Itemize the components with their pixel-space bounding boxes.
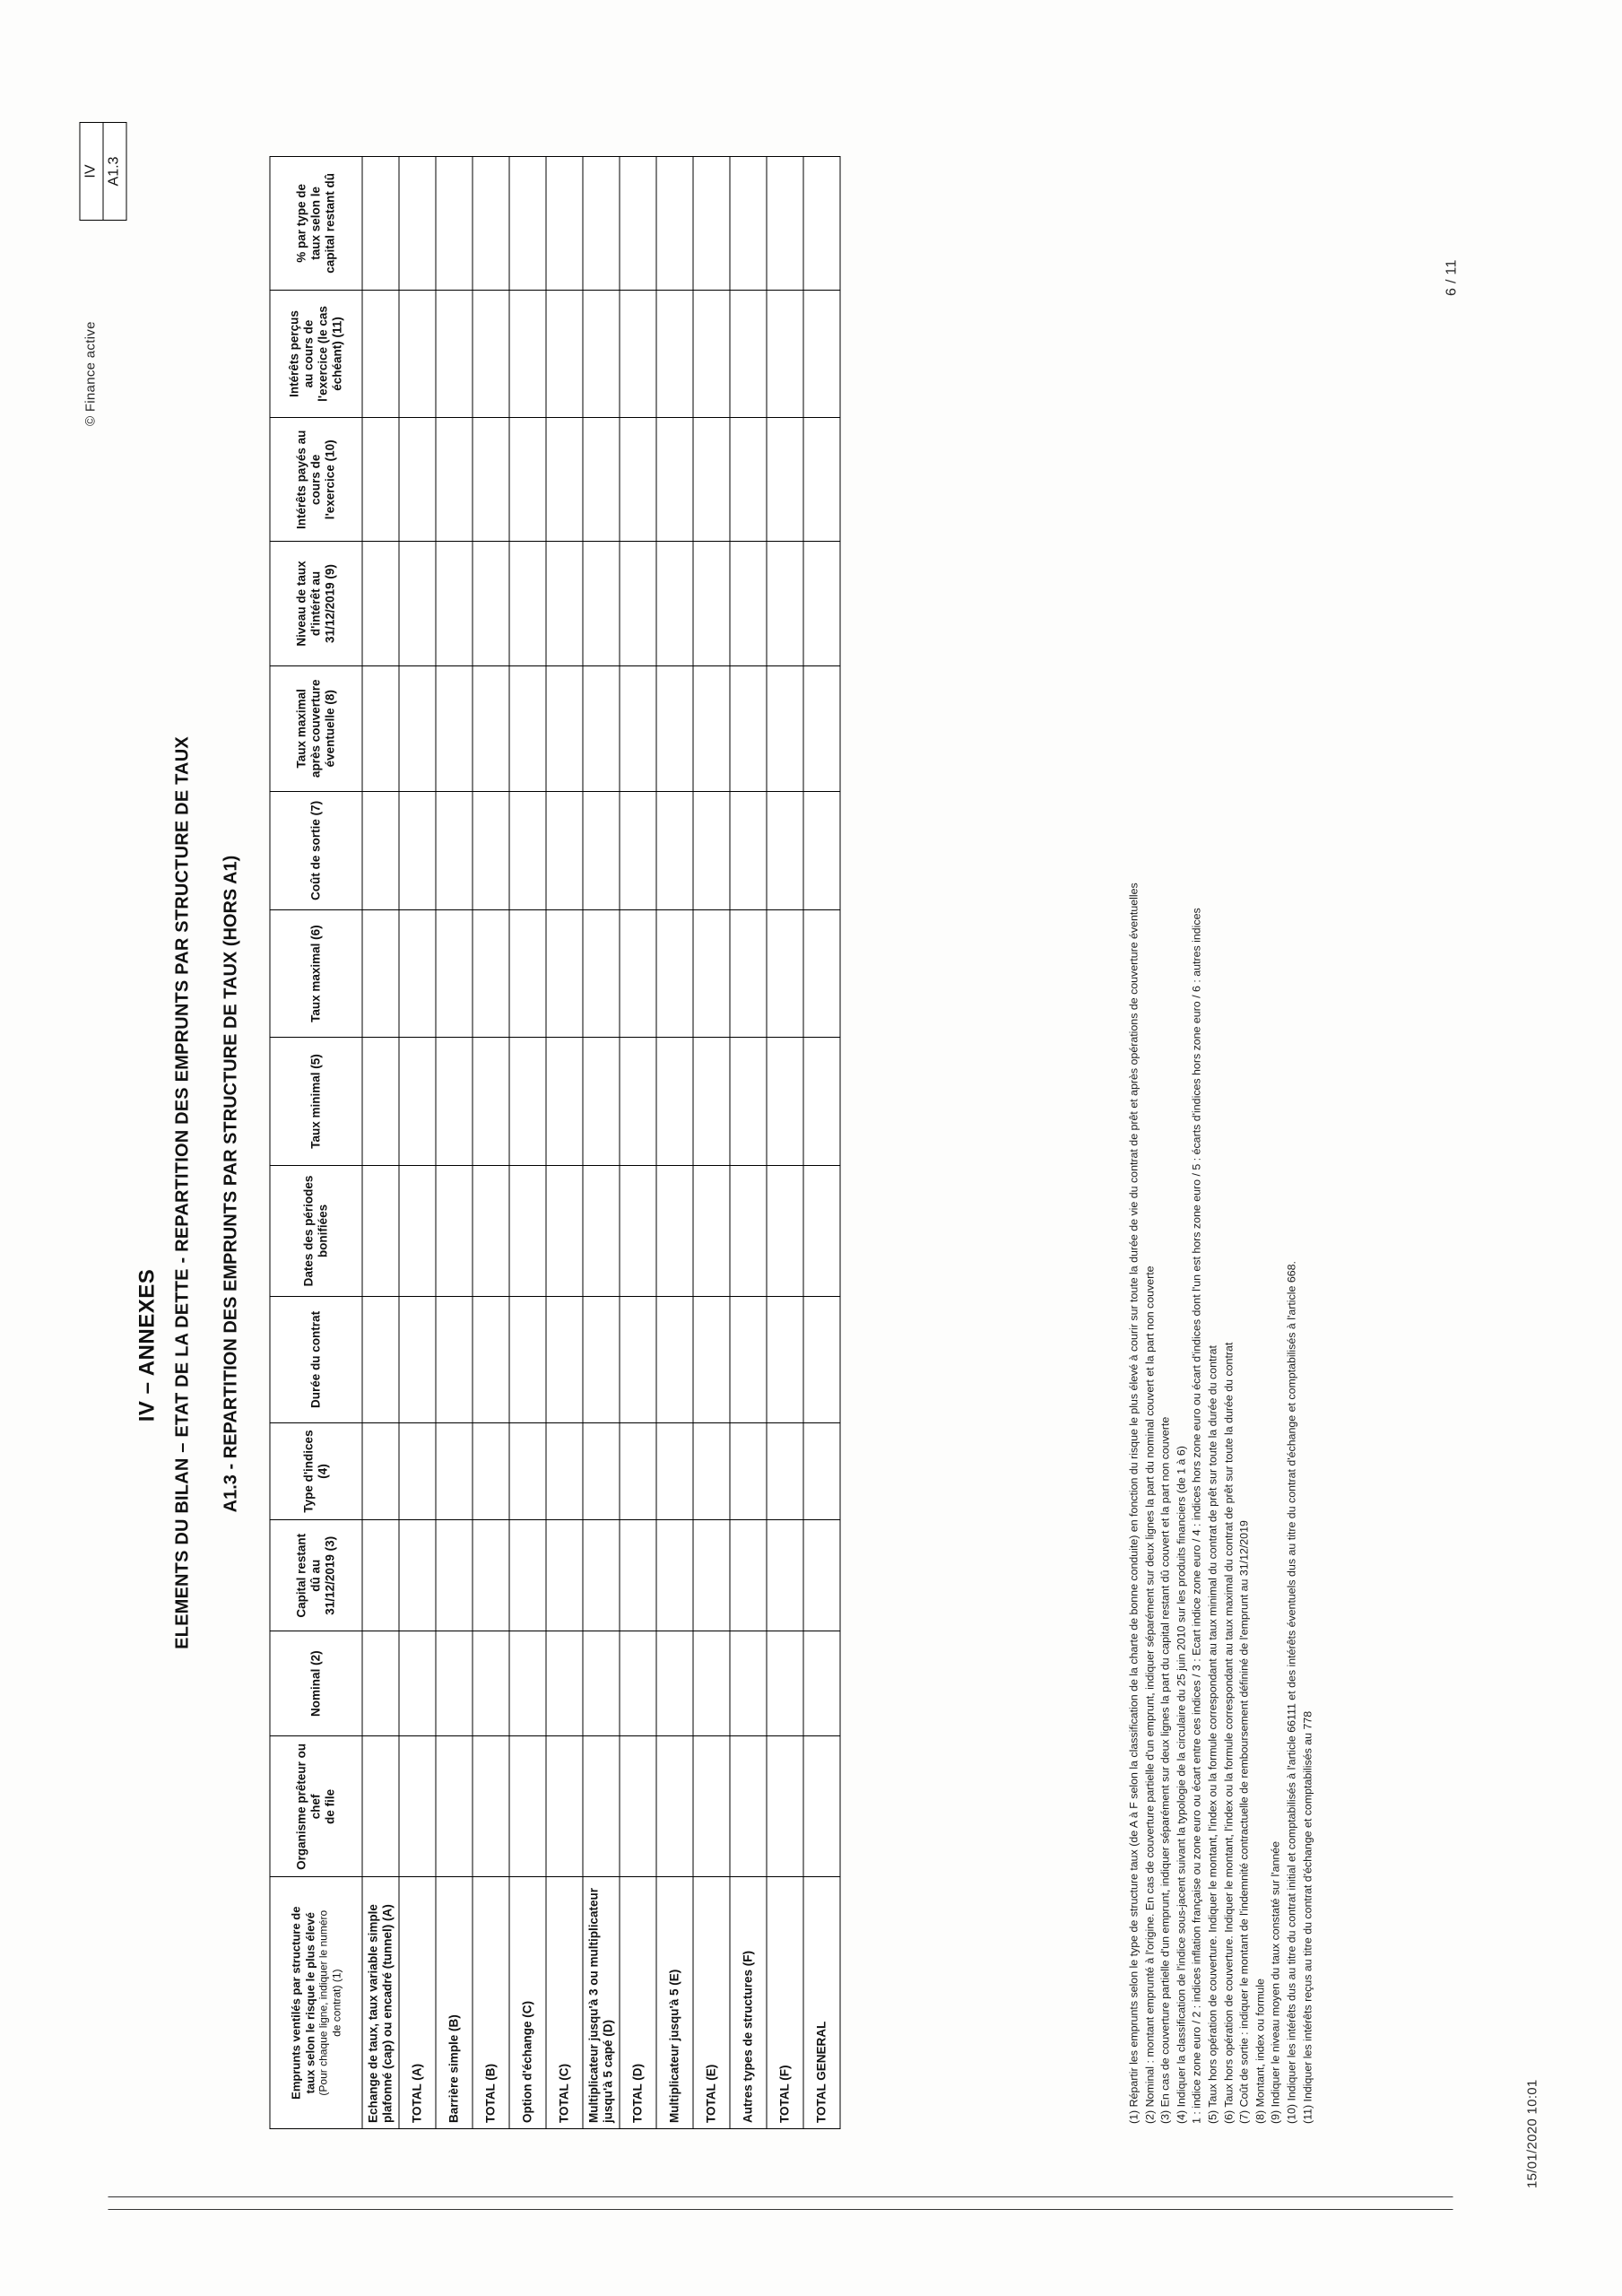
data-cell[interactable] bbox=[730, 1038, 767, 1165]
data-cell[interactable] bbox=[767, 791, 803, 909]
data-cell[interactable] bbox=[803, 1038, 840, 1165]
data-cell[interactable] bbox=[583, 1631, 620, 1736]
data-cell[interactable] bbox=[546, 290, 583, 417]
data-cell[interactable] bbox=[656, 157, 693, 291]
data-cell[interactable] bbox=[803, 418, 840, 542]
table-row bbox=[362, 157, 399, 2129]
data-cell[interactable] bbox=[509, 791, 546, 909]
column-header-12: Intérêts payés au cours de l'exercice (10) bbox=[270, 418, 362, 542]
data-cell[interactable] bbox=[620, 1520, 656, 1631]
data-cell[interactable] bbox=[436, 1422, 473, 1520]
data-cell[interactable] bbox=[546, 157, 583, 291]
data-cell[interactable] bbox=[656, 542, 693, 665]
column-header-14: % par type de taux selon le capital restant dû bbox=[270, 157, 362, 291]
document-title: IV – ANNEXES bbox=[134, 1268, 159, 1422]
data-cell[interactable] bbox=[399, 1520, 436, 1631]
column-header-11: Niveau de taux d'intérêt au 31/12/2019 (9) bbox=[270, 542, 362, 665]
data-cell[interactable] bbox=[399, 1631, 436, 1736]
data-cell[interactable] bbox=[362, 791, 399, 909]
data-cell[interactable] bbox=[399, 1736, 436, 1877]
data-cell[interactable] bbox=[803, 542, 840, 665]
table-header-row bbox=[270, 157, 362, 2129]
row-label: Barrière simple (B) bbox=[436, 1877, 473, 2129]
data-cell[interactable] bbox=[803, 157, 840, 291]
data-cell[interactable] bbox=[436, 418, 473, 542]
data-cell[interactable] bbox=[509, 909, 546, 1037]
data-cell[interactable] bbox=[583, 1038, 620, 1165]
data-cell[interactable] bbox=[693, 1631, 730, 1736]
table-row bbox=[656, 157, 693, 2129]
table-row bbox=[583, 157, 620, 2129]
data-cell[interactable] bbox=[730, 1631, 767, 1736]
table-row bbox=[730, 157, 767, 2129]
data-cell[interactable] bbox=[803, 909, 840, 1037]
data-cell[interactable] bbox=[509, 1038, 546, 1165]
data-cell[interactable] bbox=[399, 542, 436, 665]
column-header-5: Durée du contrat bbox=[270, 1297, 362, 1422]
data-cell[interactable] bbox=[399, 1297, 436, 1422]
data-cell[interactable] bbox=[730, 1520, 767, 1631]
data-cell[interactable] bbox=[583, 1736, 620, 1877]
column-header-4: Type d'indices (4) bbox=[270, 1422, 362, 1520]
data-cell[interactable] bbox=[767, 1736, 803, 1877]
data-cell[interactable] bbox=[767, 542, 803, 665]
data-cell[interactable] bbox=[693, 1422, 730, 1520]
form-code-box bbox=[79, 122, 126, 221]
data-cell[interactable] bbox=[730, 290, 767, 417]
data-cell[interactable] bbox=[546, 1038, 583, 1165]
data-cell[interactable] bbox=[803, 791, 840, 909]
data-cell[interactable] bbox=[730, 665, 767, 791]
row-label: TOTAL (E) bbox=[693, 1877, 730, 2129]
document-subtitle: ELEMENTS DU BILAN – ETAT DE LA DETTE - REPARTITION DES EMPRUNTS PAR STRUCTURE DE TAUX bbox=[172, 736, 192, 1649]
data-cell[interactable] bbox=[583, 1165, 620, 1297]
data-cell[interactable] bbox=[473, 1422, 509, 1520]
data-cell[interactable] bbox=[620, 1165, 656, 1297]
data-cell[interactable] bbox=[620, 1736, 656, 1877]
data-cell[interactable] bbox=[399, 418, 436, 542]
data-cell[interactable] bbox=[583, 157, 620, 291]
data-cell[interactable] bbox=[620, 665, 656, 791]
data-cell[interactable] bbox=[656, 290, 693, 417]
data-cell[interactable] bbox=[473, 1736, 509, 1877]
table-header bbox=[270, 157, 362, 2129]
footnote-4: (4) Indiquer la classification de l'indice sous-jacent suivant la typologie de la circulaire du 25 juin 2010 sur les produits financiers (de 1 à 6) bbox=[1174, 1446, 1187, 2124]
data-cell[interactable] bbox=[767, 1165, 803, 1297]
data-cell[interactable] bbox=[436, 290, 473, 417]
data-cell[interactable] bbox=[620, 791, 656, 909]
data-cell[interactable] bbox=[546, 542, 583, 665]
table-row bbox=[399, 157, 436, 2129]
data-cell[interactable] bbox=[803, 1165, 840, 1297]
data-cell[interactable] bbox=[509, 157, 546, 291]
data-cell[interactable] bbox=[583, 791, 620, 909]
data-cell[interactable] bbox=[803, 665, 840, 791]
data-cell[interactable] bbox=[546, 1422, 583, 1520]
data-cell[interactable] bbox=[362, 665, 399, 791]
data-cell[interactable] bbox=[509, 665, 546, 791]
debt-structure-table-wrapper bbox=[269, 156, 840, 2129]
data-cell[interactable] bbox=[620, 290, 656, 417]
data-cell[interactable] bbox=[399, 791, 436, 909]
data-cell[interactable] bbox=[509, 418, 546, 542]
data-cell[interactable] bbox=[730, 1165, 767, 1297]
column-header-2: Nominal (2) bbox=[270, 1631, 362, 1736]
data-cell[interactable] bbox=[399, 1165, 436, 1297]
data-cell[interactable] bbox=[656, 1038, 693, 1165]
data-cell[interactable] bbox=[583, 1422, 620, 1520]
data-cell[interactable] bbox=[803, 290, 840, 417]
footnote-12: (11) Indiquer les intérêts reçus au titre du contrat d'échange et comptabilisés au 778 bbox=[1300, 1710, 1314, 2124]
footnotes-block bbox=[1126, 222, 1315, 2124]
data-cell[interactable] bbox=[436, 1038, 473, 1165]
data-cell[interactable] bbox=[767, 909, 803, 1037]
data-cell[interactable] bbox=[583, 542, 620, 665]
column-header-1: Organisme prêteur ou chef de file bbox=[270, 1736, 362, 1877]
table-row bbox=[473, 157, 509, 2129]
footnote-9: (8) Montant, index ou formule bbox=[1253, 1979, 1266, 2124]
data-cell[interactable] bbox=[583, 290, 620, 417]
column-header-3: Capital restant dû au 31/12/2019 (3) bbox=[270, 1520, 362, 1631]
footnote-3: (3) En cas de couverture partielle d'un emprunt, indiquer séparément sur deux lignes la part du capital restant dû couvert et la part non couverte bbox=[1158, 1416, 1172, 2124]
data-cell[interactable] bbox=[620, 909, 656, 1037]
column-header-0: Emprunts ventilés par structure de taux selon le risque le plus élevé (Pour chaque ligne, indiquer le numéro de contrat) (1) bbox=[270, 1877, 362, 2129]
data-cell[interactable] bbox=[803, 1422, 840, 1520]
data-cell[interactable] bbox=[693, 542, 730, 665]
data-cell[interactable] bbox=[436, 1520, 473, 1631]
data-cell[interactable] bbox=[730, 418, 767, 542]
data-cell[interactable] bbox=[509, 1297, 546, 1422]
data-cell[interactable] bbox=[620, 1422, 656, 1520]
data-cell[interactable] bbox=[583, 418, 620, 542]
data-cell[interactable] bbox=[473, 157, 509, 291]
data-cell[interactable] bbox=[693, 1520, 730, 1631]
data-cell[interactable] bbox=[767, 665, 803, 791]
data-cell[interactable] bbox=[546, 791, 583, 909]
data-cell[interactable] bbox=[767, 157, 803, 291]
data-cell[interactable] bbox=[620, 1038, 656, 1165]
data-cell[interactable] bbox=[730, 542, 767, 665]
data-cell[interactable] bbox=[399, 157, 436, 291]
data-cell[interactable] bbox=[399, 909, 436, 1037]
column-header-10: Taux maximal après couverture éventuelle (8) bbox=[270, 665, 362, 791]
column-header-9: Coût de sortie (7) bbox=[270, 791, 362, 909]
row-label: TOTAL (D) bbox=[620, 1877, 656, 2129]
data-cell[interactable] bbox=[730, 909, 767, 1037]
data-cell[interactable] bbox=[509, 290, 546, 417]
table-row bbox=[693, 157, 730, 2129]
row-label: Option d'échange (C) bbox=[509, 1877, 546, 2129]
data-cell[interactable] bbox=[656, 1297, 693, 1422]
column-header-13: Intérêts perçus au cours de l'exercice (le cas échéant) (11) bbox=[270, 290, 362, 417]
row-label: TOTAL (C) bbox=[546, 1877, 583, 2129]
data-cell[interactable] bbox=[546, 909, 583, 1037]
data-cell[interactable] bbox=[473, 542, 509, 665]
footnote-2: (2) Nominal : montant emprunté à l'origine. En cas de couverture partielle d'un emprunt, indiquer séparément sur deux lignes la part du nominal couvert et la part non couverte bbox=[1142, 1265, 1156, 2124]
data-cell[interactable] bbox=[362, 542, 399, 665]
column-header-8: Taux maximal (6) bbox=[270, 909, 362, 1037]
data-cell[interactable] bbox=[362, 1297, 399, 1422]
data-cell[interactable] bbox=[693, 157, 730, 291]
data-cell[interactable] bbox=[693, 791, 730, 909]
data-cell[interactable] bbox=[362, 1631, 399, 1736]
data-cell[interactable] bbox=[473, 290, 509, 417]
form-code-line2: A1.3 bbox=[102, 123, 126, 220]
data-cell[interactable] bbox=[730, 1422, 767, 1520]
table-row bbox=[436, 157, 473, 2129]
data-cell[interactable] bbox=[767, 418, 803, 542]
data-cell[interactable] bbox=[436, 791, 473, 909]
data-cell[interactable] bbox=[546, 1631, 583, 1736]
print-timestamp: 15/01/2020 10:01 bbox=[1524, 2079, 1540, 2188]
data-cell[interactable] bbox=[803, 1520, 840, 1631]
data-cell[interactable] bbox=[767, 1631, 803, 1736]
data-cell[interactable] bbox=[509, 1520, 546, 1631]
data-cell[interactable] bbox=[620, 1631, 656, 1736]
data-cell[interactable] bbox=[583, 1520, 620, 1631]
data-cell[interactable] bbox=[362, 1038, 399, 1165]
data-cell[interactable] bbox=[730, 791, 767, 909]
edge-rule-left-2 bbox=[108, 2196, 1453, 2197]
data-cell[interactable] bbox=[546, 1520, 583, 1631]
table-row bbox=[620, 157, 656, 2129]
data-cell[interactable] bbox=[730, 157, 767, 291]
data-cell[interactable] bbox=[693, 1736, 730, 1877]
footnote-11: (10) Indiquer les intérêts dus au titre du contrat initial et comptabilisés à l'article 66111 et des intérêts éventuels dus au titre du contrat d'échange et comptabilisés à l'article 668. bbox=[1285, 1261, 1298, 2124]
data-cell[interactable] bbox=[693, 1165, 730, 1297]
data-cell[interactable] bbox=[473, 1165, 509, 1297]
data-cell[interactable] bbox=[546, 1736, 583, 1877]
data-cell[interactable] bbox=[656, 1631, 693, 1736]
data-cell[interactable] bbox=[362, 290, 399, 417]
data-cell[interactable] bbox=[693, 909, 730, 1037]
data-cell[interactable] bbox=[767, 1038, 803, 1165]
data-cell[interactable] bbox=[473, 1520, 509, 1631]
data-cell[interactable] bbox=[436, 665, 473, 791]
table-row bbox=[509, 157, 546, 2129]
data-cell[interactable] bbox=[473, 665, 509, 791]
data-cell[interactable] bbox=[693, 1297, 730, 1422]
row-label: TOTAL GENERAL bbox=[803, 1877, 840, 2129]
data-cell[interactable] bbox=[583, 1297, 620, 1422]
data-cell[interactable] bbox=[693, 290, 730, 417]
data-cell[interactable] bbox=[362, 157, 399, 291]
table-body bbox=[362, 157, 840, 2129]
data-cell[interactable] bbox=[693, 665, 730, 791]
data-cell[interactable] bbox=[656, 1422, 693, 1520]
data-cell[interactable] bbox=[436, 909, 473, 1037]
data-cell[interactable] bbox=[362, 1736, 399, 1877]
data-cell[interactable] bbox=[362, 909, 399, 1037]
row-label: Autres types de structures (F) bbox=[730, 1877, 767, 2129]
data-cell[interactable] bbox=[509, 1736, 546, 1877]
data-cell[interactable] bbox=[656, 418, 693, 542]
data-cell[interactable] bbox=[620, 157, 656, 291]
column-header-7: Taux minimal (5) bbox=[270, 1038, 362, 1165]
table-row bbox=[546, 157, 583, 2129]
row-label: TOTAL (A) bbox=[399, 1877, 436, 2129]
data-cell[interactable] bbox=[620, 418, 656, 542]
data-cell[interactable] bbox=[767, 290, 803, 417]
data-cell[interactable] bbox=[509, 1631, 546, 1736]
data-cell[interactable] bbox=[803, 1297, 840, 1422]
footnote-6: (5) Taux hors opération de couverture. Indiquer le montant, l'index ou la formule correspondant au taux minimal du contrat de prêt sur toute la durée du contrat bbox=[1206, 1345, 1219, 2124]
data-cell[interactable] bbox=[656, 1520, 693, 1631]
data-cell[interactable] bbox=[509, 542, 546, 665]
row-label: Multiplicateur jusqu'à 5 (E) bbox=[656, 1877, 693, 2129]
data-cell[interactable] bbox=[362, 1520, 399, 1631]
data-cell[interactable] bbox=[656, 909, 693, 1037]
data-cell[interactable] bbox=[693, 418, 730, 542]
data-cell[interactable] bbox=[767, 1422, 803, 1520]
footnote-1: (1) Répartir les emprunts selon le type de structure taux (de A à F selon la classification de la charte de bonne conduite) en fonction du risque le plus élevé à courir sur toute la durée de vie du contrat de prêt et après opérations de couverture éventuelles bbox=[1127, 883, 1140, 2124]
data-cell[interactable] bbox=[399, 290, 436, 417]
data-cell[interactable] bbox=[656, 1165, 693, 1297]
data-cell[interactable] bbox=[767, 1520, 803, 1631]
row-label: TOTAL (F) bbox=[767, 1877, 803, 2129]
data-cell[interactable] bbox=[362, 418, 399, 542]
data-cell[interactable] bbox=[546, 418, 583, 542]
data-cell[interactable] bbox=[436, 157, 473, 291]
data-cell[interactable] bbox=[509, 1422, 546, 1520]
data-cell[interactable] bbox=[767, 1297, 803, 1422]
data-cell[interactable] bbox=[803, 1736, 840, 1877]
row-label: Multiplicateur jusqu'à 3 ou multiplicateur jusqu'à 5 capé (D) bbox=[583, 1877, 620, 2129]
data-cell[interactable] bbox=[730, 1736, 767, 1877]
data-cell[interactable] bbox=[730, 1297, 767, 1422]
data-cell[interactable] bbox=[473, 791, 509, 909]
page-number: 6 / 11 bbox=[1444, 259, 1459, 296]
column-header-6: Dates des périodes bonifiées bbox=[270, 1165, 362, 1297]
data-cell[interactable] bbox=[399, 665, 436, 791]
data-cell[interactable] bbox=[436, 1631, 473, 1736]
data-cell[interactable] bbox=[583, 909, 620, 1037]
data-cell[interactable] bbox=[473, 1631, 509, 1736]
row-label: TOTAL (B) bbox=[473, 1877, 509, 2129]
data-cell[interactable] bbox=[436, 1165, 473, 1297]
data-cell[interactable] bbox=[656, 1736, 693, 1877]
data-cell[interactable] bbox=[436, 1297, 473, 1422]
data-cell[interactable] bbox=[583, 665, 620, 791]
table-row bbox=[767, 157, 803, 2129]
table-row bbox=[803, 157, 840, 2129]
form-code-line1: IV bbox=[82, 164, 98, 178]
footnote-8: (7) Coût de sortie : indiquer le montant de l'indemnité contractuelle de remboursement défininé de l'emprunt au 31/12/2019 bbox=[1237, 1520, 1251, 2124]
edge-rule-left-1 bbox=[108, 2209, 1453, 2210]
data-cell[interactable] bbox=[399, 1038, 436, 1165]
data-cell[interactable] bbox=[436, 1736, 473, 1877]
data-cell[interactable] bbox=[693, 1038, 730, 1165]
data-cell[interactable] bbox=[473, 1038, 509, 1165]
data-cell[interactable] bbox=[399, 1422, 436, 1520]
data-cell[interactable] bbox=[656, 665, 693, 791]
data-cell[interactable] bbox=[473, 1297, 509, 1422]
data-cell[interactable] bbox=[546, 665, 583, 791]
data-cell[interactable] bbox=[473, 418, 509, 542]
data-cell[interactable] bbox=[436, 542, 473, 665]
data-cell[interactable] bbox=[546, 1297, 583, 1422]
data-cell[interactable] bbox=[362, 1422, 399, 1520]
row-label: Echange de taux, taux variable simple plafonné (cap) ou encadré (tunnel) (A) bbox=[362, 1877, 399, 2129]
data-cell[interactable] bbox=[362, 1165, 399, 1297]
data-cell[interactable] bbox=[620, 1297, 656, 1422]
data-cell[interactable] bbox=[656, 791, 693, 909]
footnote-7: (6) Taux hors opération de couverture. Indiquer le montant, l'index ou la formule correspondant au taux maximal du contrat de prêt sur toute la durée du contrat bbox=[1221, 1342, 1235, 2124]
data-cell[interactable] bbox=[473, 909, 509, 1037]
section-title: A1.3 - REPARTITION DES EMPRUNTS PAR STRUCTURE DE TAUX (HORS A1) bbox=[221, 855, 240, 1513]
data-cell[interactable] bbox=[509, 1165, 546, 1297]
data-cell[interactable] bbox=[546, 1165, 583, 1297]
debt-structure-table bbox=[269, 156, 840, 2129]
data-cell[interactable] bbox=[620, 542, 656, 665]
data-cell[interactable] bbox=[803, 1631, 840, 1736]
footnote-5: 1 : indice zone euro / 2 : indices inflation française ou zone euro ou écart entre ces indices / 3 : Ecart indice zone euro / 4 : indices hors zone euro ou écart d'indices dont l'un est hors zone euro / 5 : écarts d'indices hors zone euro / 6 : autres indices bbox=[1190, 908, 1203, 2124]
footnote-10: (9) Indiquer le niveau moyen du taux constaté sur l'année bbox=[1269, 1840, 1282, 2124]
copyright-note: © Finance active bbox=[82, 321, 98, 426]
